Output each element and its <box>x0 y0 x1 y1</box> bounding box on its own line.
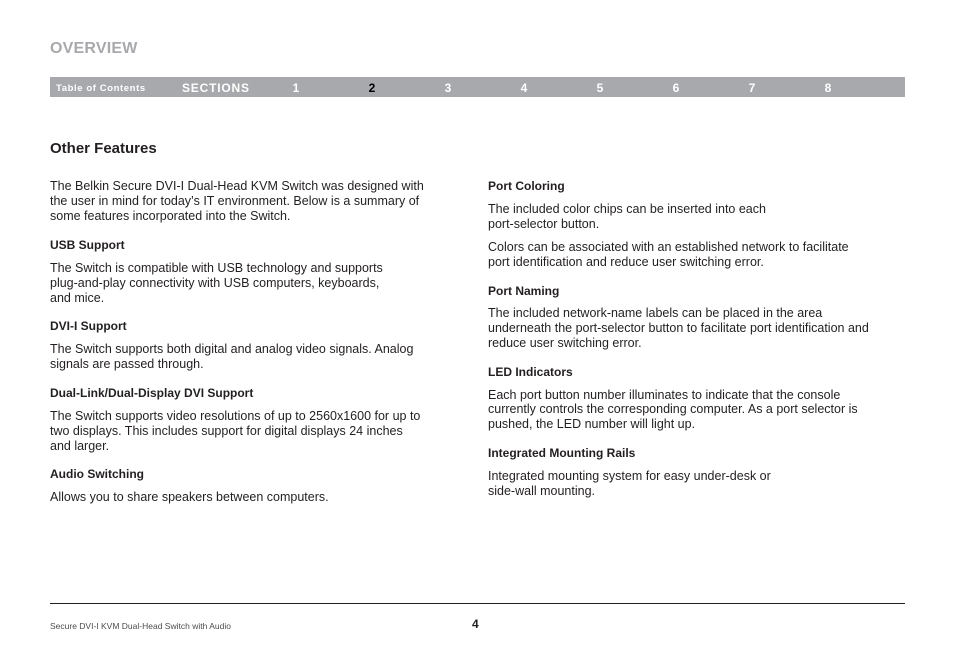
nav-section-4[interactable]: 4 <box>520 81 528 95</box>
page-heading: Other Features <box>50 140 157 157</box>
body-line: pushed, the LED number will light up. <box>488 417 696 431</box>
led-indicators-heading: LED Indicators <box>488 365 573 379</box>
body-line: The included color chips can be inserted into each <box>488 202 766 216</box>
body-line: and larger. <box>50 439 110 453</box>
section-title: OVERVIEW <box>50 40 138 57</box>
mounting-rails-heading: Integrated Mounting Rails <box>488 446 636 460</box>
body-line: The included network-name labels can be placed in the area <box>488 306 823 320</box>
body-line: currently controls the corresponding computer. As a port selector is <box>488 402 858 416</box>
body-line: port identification and reduce user switching error. <box>488 255 764 269</box>
nav-section-5[interactable]: 5 <box>596 81 604 95</box>
body-line: port-selector button. <box>488 217 600 231</box>
page-number: 4 <box>472 617 479 631</box>
body-line: Colors can be associated with an established network to facilitate <box>488 240 849 254</box>
dual-link-heading: Dual-Link/Dual-Display DVI Support <box>50 386 254 400</box>
intro-line: some features incorporated into the Switch. <box>50 209 291 223</box>
body-line: underneath the port-selector button to facilitate port identification and <box>488 321 869 335</box>
usb-support-heading: USB Support <box>50 238 125 252</box>
body-line: and mice. <box>50 291 105 305</box>
body-line: Integrated mounting system for easy under-desk or <box>488 469 771 483</box>
nav-section-3[interactable]: 3 <box>444 81 452 95</box>
body-line: plug-and-play connectivity with USB computers, keyboards, <box>50 276 380 290</box>
audio-switching-heading: Audio Switching <box>50 467 144 481</box>
footer-product-name: Secure DVI-I KVM Dual-Head Switch with Audio <box>50 621 231 631</box>
footer-divider <box>50 603 905 604</box>
body-line: Allows you to share speakers between computers. <box>50 490 329 504</box>
body-line: Each port button number illuminates to indicate that the console <box>488 388 841 402</box>
body-line: signals are passed through. <box>50 357 204 371</box>
sections-label: SECTIONS <box>182 81 250 95</box>
intro-line: the user in mind for today’s IT environment. Below is a summary of <box>50 194 420 208</box>
port-coloring-heading: Port Coloring <box>488 179 565 193</box>
intro-line: The Belkin Secure DVI-I Dual-Head KVM Switch was designed with <box>50 179 424 193</box>
body-line: two displays. This includes support for digital displays 24 inches <box>50 424 403 438</box>
nav-section-1[interactable]: 1 <box>292 81 300 95</box>
port-naming-heading: Port Naming <box>488 284 560 298</box>
nav-section-8[interactable]: 8 <box>824 81 832 95</box>
nav-section-7[interactable]: 7 <box>748 81 756 95</box>
table-of-contents-link[interactable]: Table of Contents <box>56 83 146 94</box>
nav-section-2[interactable]: 2 <box>368 81 376 95</box>
body-line: The Switch supports video resolutions of up to 2560x1600 for up to <box>50 409 421 423</box>
dvi-i-support-heading: DVI-I Support <box>50 319 127 333</box>
body-line: reduce user switching error. <box>488 336 642 350</box>
nav-section-6[interactable]: 6 <box>672 81 680 95</box>
body-line: side-wall mounting. <box>488 484 595 498</box>
body-line: The Switch is compatible with USB technology and supports <box>50 261 383 275</box>
body-line: The Switch supports both digital and analog video signals. Analog <box>50 342 414 356</box>
